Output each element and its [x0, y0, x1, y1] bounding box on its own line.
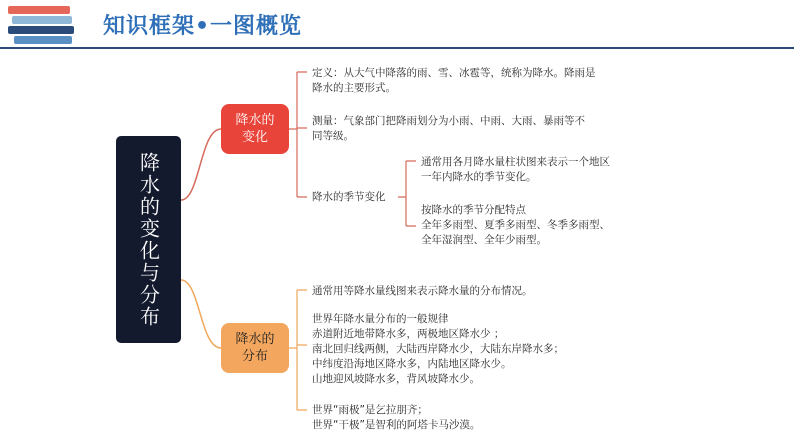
page-title: 知识框架•一图概览 [103, 14, 303, 39]
measurement-text: 测量：气象部门把降雨划分为小雨、中雨、大雨、暴雨等不 同等级。 [312, 115, 585, 142]
branch-node-variation [221, 104, 289, 154]
branch-label-variation: 降水的变化 [235, 113, 275, 145]
seasonal-chart-note: 通常用各月降水量柱状图来表示一个地区 一年内降水的季节变化。 [421, 156, 610, 183]
connector-root-top [181, 129, 221, 200]
branch-label-distribution: 降水的分布 [235, 332, 275, 364]
root-node [116, 136, 181, 343]
rain-pole-facts: 世界“雨极”是乞拉朋齐； 世界“干极”是智利的阿塔卡马沙漠。 [312, 404, 481, 431]
definition-text: 定义：从大气中降落的雨、雪、冰雹等，统称为降水。降雨是 降水的主要形式。 [312, 67, 596, 94]
seasonal-label: 降水的季节变化 [312, 191, 386, 203]
connector-root-bottom [181, 280, 221, 348]
branch-node-distribution [221, 323, 289, 373]
root-label: 降水的变化与分布 [136, 151, 161, 328]
bracket-seasonal [398, 161, 416, 226]
isoline-note: 通常用等降水量线图来表示降水量的分布情况。 [312, 285, 533, 297]
bracket-bottom [289, 290, 307, 410]
distribution-rules: 世界年降水量分布的一般规律 赤道附近地带降水多，两极地区降水少 ； 南北回归线两侧，大陆西岸降水少，大陆东岸降水多； 中纬度沿海地区降水多，内陆地区降水少。 山地迎风坡降水多，背风坡降水少。 [312, 313, 564, 385]
seasonal-types: 按降水的季节分配特点 全年多雨型、夏季多雨型、冬季多雨型、 全年湿润型、全年少雨型。 [421, 204, 610, 246]
bracket-top [289, 72, 307, 197]
